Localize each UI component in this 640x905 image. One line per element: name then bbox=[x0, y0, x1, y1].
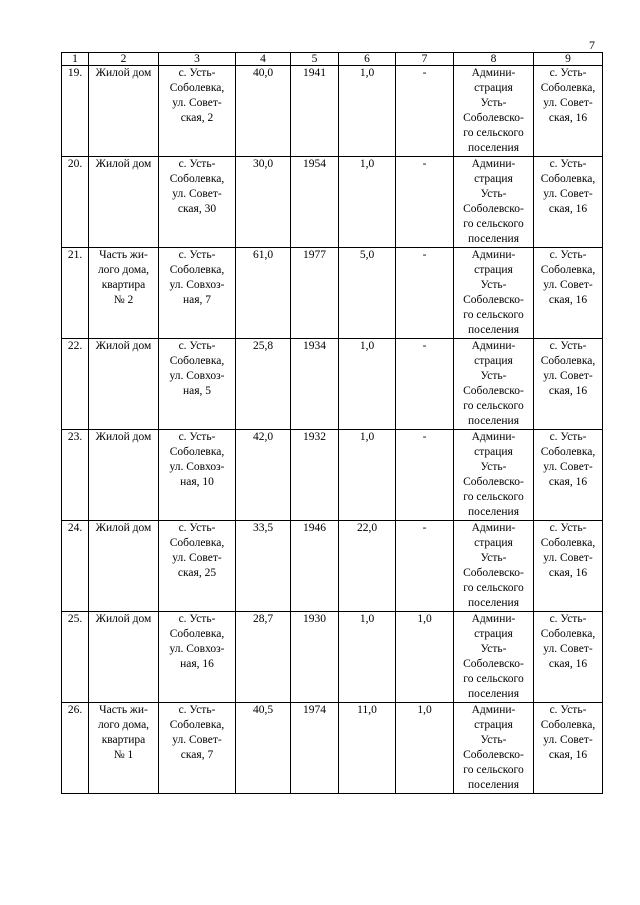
value-col6: 1,0 bbox=[339, 66, 396, 157]
object-area: 42,0 bbox=[236, 430, 291, 521]
owner-address: с. Усть- Соболевка, ул. Совет- ская, 16 bbox=[534, 248, 603, 339]
owner-address: с. Усть- Соболевка, ул. Совет- ская, 16 bbox=[534, 157, 603, 248]
object-address: с. Усть- Соболевка, ул. Совет- ская, 25 bbox=[159, 521, 236, 612]
column-header: 9 bbox=[534, 53, 603, 66]
object-address: с. Усть- Соболевка, ул. Совхоз- ная, 5 bbox=[159, 339, 236, 430]
object-area: 61,0 bbox=[236, 248, 291, 339]
column-header: 5 bbox=[291, 53, 339, 66]
object-name: Жилой дом bbox=[89, 339, 159, 430]
value-col6: 1,0 bbox=[339, 339, 396, 430]
object-name: Жилой дом bbox=[89, 66, 159, 157]
construction-year: 1934 bbox=[291, 339, 339, 430]
object-name: Жилой дом bbox=[89, 157, 159, 248]
value-col7: 1,0 bbox=[396, 703, 454, 794]
property-table bbox=[61, 52, 603, 794]
table-row bbox=[62, 430, 603, 521]
object-area: 30,0 bbox=[236, 157, 291, 248]
construction-year: 1941 bbox=[291, 66, 339, 157]
table-row bbox=[62, 612, 603, 703]
owner-name: Админи- страция Усть- Соболевско- го сельского поселения bbox=[454, 430, 534, 521]
value-col6: 1,0 bbox=[339, 157, 396, 248]
row-number: 22. bbox=[62, 339, 89, 430]
table-row bbox=[62, 521, 603, 612]
row-number: 24. bbox=[62, 521, 89, 612]
object-name: Жилой дом bbox=[89, 430, 159, 521]
object-area: 33,5 bbox=[236, 521, 291, 612]
construction-year: 1946 bbox=[291, 521, 339, 612]
value-col6: 5,0 bbox=[339, 248, 396, 339]
row-number: 19. bbox=[62, 66, 89, 157]
row-number: 25. bbox=[62, 612, 89, 703]
table-row bbox=[62, 66, 603, 157]
column-header: 1 bbox=[62, 53, 89, 66]
object-address: с. Усть- Соболевка, ул. Совет- ская, 7 bbox=[159, 703, 236, 794]
object-name: Жилой дом bbox=[89, 612, 159, 703]
owner-address: с. Усть- Соболевка, ул. Совет- ская, 16 bbox=[534, 66, 603, 157]
construction-year: 1930 bbox=[291, 612, 339, 703]
object-name: Часть жи- лого дома, квартира № 2 bbox=[89, 248, 159, 339]
value-col7: - bbox=[396, 248, 454, 339]
object-address: с. Усть- Соболевка, ул. Совет- ская, 2 bbox=[159, 66, 236, 157]
table-row bbox=[62, 339, 603, 430]
object-area: 28,7 bbox=[236, 612, 291, 703]
value-col7: 1,0 bbox=[396, 612, 454, 703]
owner-name: Админи- страция Усть- Соболевско- го сельского поселения bbox=[454, 157, 534, 248]
owner-address: с. Усть- Соболевка, ул. Совет- ская, 16 bbox=[534, 521, 603, 612]
value-col6: 11,0 bbox=[339, 703, 396, 794]
object-address: с. Усть- Соболевка, ул. Совхоз- ная, 10 bbox=[159, 430, 236, 521]
owner-name: Админи- страция Усть- Соболевско- го сельского поселения bbox=[454, 66, 534, 157]
object-area: 40,5 bbox=[236, 703, 291, 794]
owner-name: Админи- страция Усть- Соболевско- го сельского поселения bbox=[454, 612, 534, 703]
construction-year: 1932 bbox=[291, 430, 339, 521]
column-header: 8 bbox=[454, 53, 534, 66]
row-number: 26. bbox=[62, 703, 89, 794]
value-col6: 22,0 bbox=[339, 521, 396, 612]
value-col6: 1,0 bbox=[339, 612, 396, 703]
object-area: 40,0 bbox=[236, 66, 291, 157]
owner-address: с. Усть- Соболевка, ул. Совет- ская, 16 bbox=[534, 612, 603, 703]
value-col7: - bbox=[396, 157, 454, 248]
column-header: 2 bbox=[89, 53, 159, 66]
owner-name: Админи- страция Усть- Соболевско- го сельского поселения bbox=[454, 339, 534, 430]
column-header: 6 bbox=[339, 53, 396, 66]
construction-year: 1974 bbox=[291, 703, 339, 794]
table-row bbox=[62, 248, 603, 339]
column-header: 3 bbox=[159, 53, 236, 66]
owner-name: Админи- страция Усть- Соболевско- го сельского поселения bbox=[454, 248, 534, 339]
value-col7: - bbox=[396, 521, 454, 612]
column-header: 4 bbox=[236, 53, 291, 66]
object-address: с. Усть- Соболевка, ул. Совхоз- ная, 16 bbox=[159, 612, 236, 703]
construction-year: 1977 bbox=[291, 248, 339, 339]
value-col6: 1,0 bbox=[339, 430, 396, 521]
object-address: с. Усть- Соболевка, ул. Совет- ская, 30 bbox=[159, 157, 236, 248]
page-number: 7 bbox=[589, 38, 595, 52]
construction-year: 1954 bbox=[291, 157, 339, 248]
object-name: Часть жи- лого дома, квартира № 1 bbox=[89, 703, 159, 794]
owner-address: с. Усть- Соболевка, ул. Совет- ская, 16 bbox=[534, 430, 603, 521]
table-row bbox=[62, 157, 603, 248]
object-name: Жилой дом bbox=[89, 521, 159, 612]
row-number: 23. bbox=[62, 430, 89, 521]
owner-name: Админи- страция Усть- Соболевско- го сельского поселения bbox=[454, 521, 534, 612]
value-col7: - bbox=[396, 66, 454, 157]
object-address: с. Усть- Соболевка, ул. Совхоз- ная, 7 bbox=[159, 248, 236, 339]
row-number: 21. bbox=[62, 248, 89, 339]
owner-name: Админи- страция Усть- Соболевско- го сельского поселения bbox=[454, 703, 534, 794]
value-col7: - bbox=[396, 430, 454, 521]
value-col7: - bbox=[396, 339, 454, 430]
column-header-row bbox=[62, 53, 603, 66]
owner-address: с. Усть- Соболевка, ул. Совет- ская, 16 bbox=[534, 703, 603, 794]
owner-address: с. Усть- Соболевка, ул. Совет- ская, 16 bbox=[534, 339, 603, 430]
row-number: 20. bbox=[62, 157, 89, 248]
table-row bbox=[62, 703, 603, 794]
column-header: 7 bbox=[396, 53, 454, 66]
object-area: 25,8 bbox=[236, 339, 291, 430]
